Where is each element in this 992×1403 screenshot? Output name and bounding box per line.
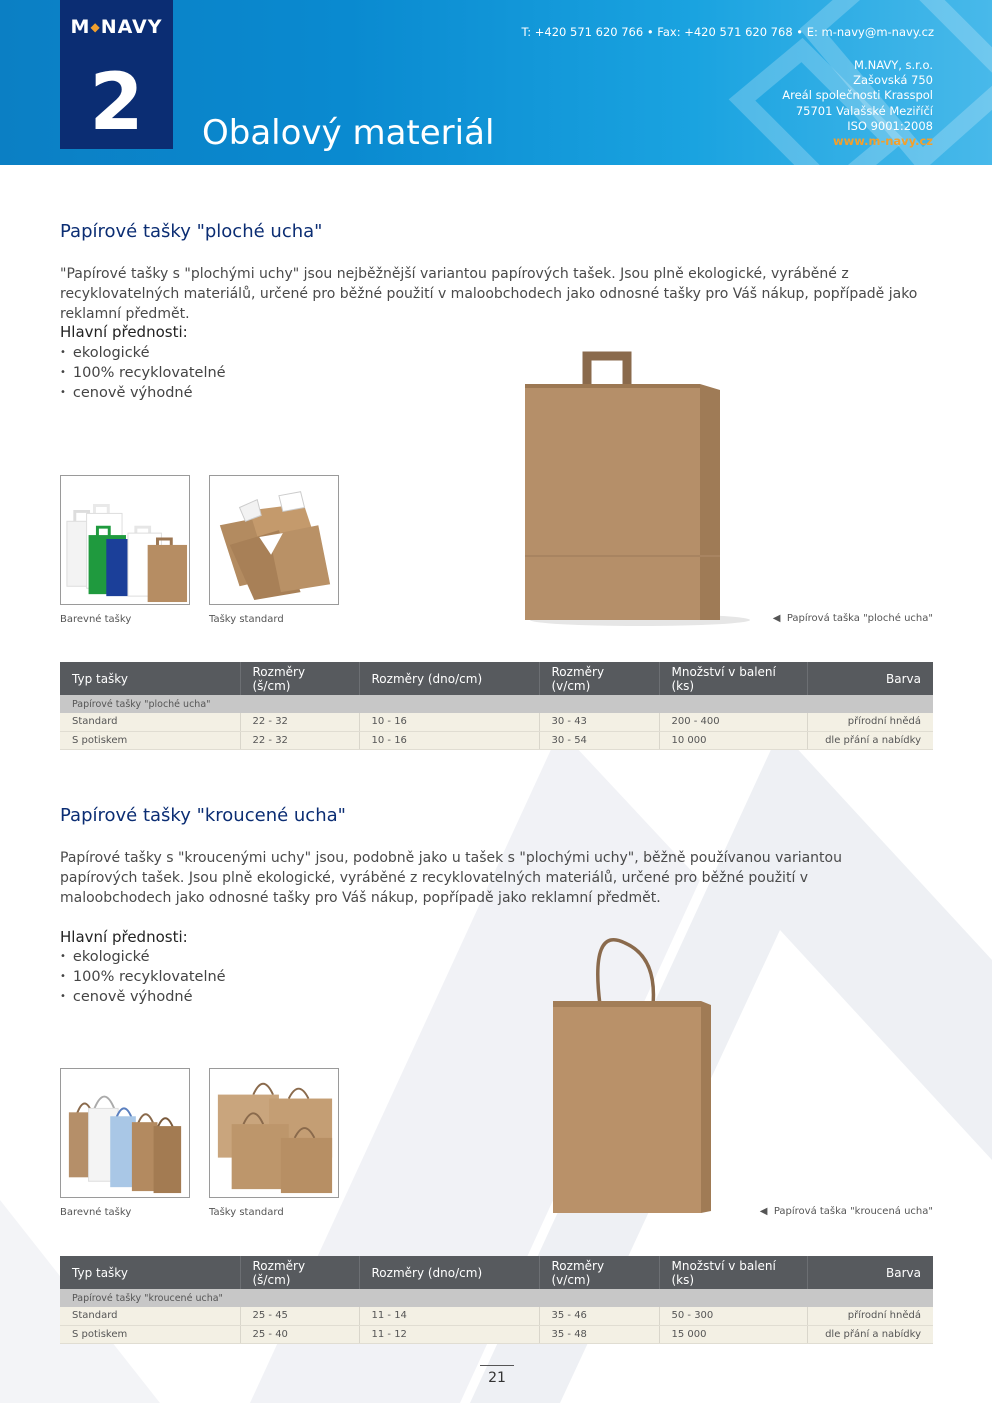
table-cell: dle přání a nabídky xyxy=(807,731,933,749)
table-cell: 30 - 43 xyxy=(539,713,659,731)
main-caption-text: Papírová taška "ploché ucha" xyxy=(786,613,933,624)
column-header: Rozměry (dno/cm) xyxy=(359,1256,539,1289)
table-cell: 10 - 16 xyxy=(359,731,539,749)
standard-bags-image xyxy=(210,1069,338,1197)
advantages-title: Hlavní přednosti: xyxy=(60,928,188,946)
thumbnail-caption: Tašky standard xyxy=(209,1207,284,1218)
twisted-handle-bag-image xyxy=(545,935,725,1220)
address-line: Zašovská 750 xyxy=(853,73,933,88)
table-cell: 15 000 xyxy=(659,1325,807,1343)
column-header: Rozměry (š/cm) xyxy=(240,662,359,695)
table-header-row xyxy=(60,662,933,695)
flat-handle-bag-image xyxy=(515,350,755,630)
table-cell: přírodní hnědá xyxy=(807,1307,933,1325)
section-intro: "Papírové tašky s "plochými uchy" jsou nejběžnější variantou papírových tašek. Jsou plně ekologické, vyráběné z recyklovatelných materiálů, určené pro běžné použití v maloobchodech jako odnosné tašky pro Váš nákup, popřípadě jako reklamní předmět. xyxy=(60,266,918,322)
main-caption-text: Papírová taška "kroucená ucha" xyxy=(773,1206,933,1217)
table-cell: 11 - 14 xyxy=(359,1307,539,1325)
table-row xyxy=(60,713,933,731)
table-cell: přírodní hnědá xyxy=(807,713,933,731)
table-cell: 25 - 40 xyxy=(240,1325,359,1343)
page-title: Obalový materiál xyxy=(202,113,495,153)
section-intro: Papírové tašky s "kroucenými uchy" jsou, podobně jako u tašek s "plochými uchy", běžně používanou variantou papírových tašek. Jsou plně ekologické, vyráběné z recyklovatelných materiálů, určené pro běžné použití v maloobchodech jako odnosné tašky pro Váš nákup, popřípadě jako reklamní předmět. xyxy=(60,850,842,906)
thumbnail-caption: Barevné tašky xyxy=(60,614,132,625)
chapter-number: 2 xyxy=(89,58,144,148)
table-cell: S potiskem xyxy=(60,1325,240,1343)
section-title-flat-handles: Papírové tašky "ploché ucha" xyxy=(60,221,323,242)
advantage-item: • cenově výhodné xyxy=(60,987,226,1007)
table-header-row xyxy=(60,1256,933,1289)
table-cell: dle přání a nabídky xyxy=(807,1325,933,1343)
standard-bags-image xyxy=(210,476,338,604)
thumbnail-standard-bags[interactable] xyxy=(209,1068,339,1198)
column-header: Rozměry (v/cm) xyxy=(539,1256,659,1289)
advantage-item: • cenově výhodné xyxy=(60,383,226,403)
table-cell: 10 - 16 xyxy=(359,713,539,731)
advantage-item: • 100% recyklovatelné xyxy=(60,967,226,987)
column-header: Rozměry (dno/cm) xyxy=(359,662,539,695)
column-header: Množství v balení (ks) xyxy=(659,1256,807,1289)
table-row xyxy=(60,1325,933,1343)
table-cell: 35 - 48 xyxy=(539,1325,659,1343)
specs-table-flat-handles xyxy=(60,662,933,750)
thumbnail-colored-bags[interactable] xyxy=(60,1068,190,1198)
thumbnail-colored-bags[interactable] xyxy=(60,475,190,605)
column-header: Množství v balení (ks) xyxy=(659,662,807,695)
table-group-row xyxy=(60,1289,933,1307)
section-title-twisted-handles: Papírové tašky "kroucené ucha" xyxy=(60,805,346,826)
table-cell: 50 - 300 xyxy=(659,1307,807,1325)
table-cell: 22 - 32 xyxy=(240,731,359,749)
table-cell: 35 - 46 xyxy=(539,1307,659,1325)
table-cell: Standard xyxy=(60,713,240,731)
group-label: Papírové tašky "ploché ucha" xyxy=(60,695,933,713)
thumbnail-standard-bags[interactable] xyxy=(209,475,339,605)
table-row xyxy=(60,1307,933,1325)
table-group-row xyxy=(60,695,933,713)
column-header: Typ tašky xyxy=(60,662,240,695)
thumbnail-caption: Barevné tašky xyxy=(60,1207,132,1218)
address-line: M.NAVY, s.r.o. xyxy=(854,58,933,72)
table-cell: 30 - 54 xyxy=(539,731,659,749)
colored-bags-image xyxy=(61,476,189,604)
advantages-list xyxy=(60,343,226,403)
thumbnail-caption: Tašky standard xyxy=(209,614,284,625)
page-number: 21 xyxy=(480,1365,514,1386)
advantage-item: • ekologické xyxy=(60,947,226,967)
column-header: Barva xyxy=(807,1256,933,1289)
colored-bags-image xyxy=(61,1069,189,1197)
website-link[interactable]: www.m-navy.cz xyxy=(832,134,933,149)
column-header: Barva xyxy=(807,662,933,695)
table-cell: 200 - 400 xyxy=(659,713,807,731)
advantages-list xyxy=(60,947,226,1007)
column-header: Rozměry (v/cm) xyxy=(539,662,659,695)
specs-table-twisted-handles xyxy=(60,1256,933,1344)
advantage-item: • 100% recyklovatelné xyxy=(60,363,226,383)
table-row xyxy=(60,731,933,749)
advantage-item: • ekologické xyxy=(60,343,226,363)
table-cell: 22 - 32 xyxy=(240,713,359,731)
table-cell: 11 - 12 xyxy=(359,1325,539,1343)
advantages-title: Hlavní přednosti: xyxy=(60,323,188,341)
company-logo[interactable]: M◆NAVY xyxy=(70,16,163,38)
address-line: Areál společnosti Krasspol xyxy=(782,88,933,103)
group-label: Papírové tašky "kroucené ucha" xyxy=(60,1289,933,1307)
contact-line: T: +420 571 620 766 • Fax: +420 571 620 768 • E: m-navy@m-navy.cz xyxy=(521,25,934,39)
table-cell: 10 000 xyxy=(659,731,807,749)
table-cell: 25 - 45 xyxy=(240,1307,359,1325)
table-cell: S potiskem xyxy=(60,731,240,749)
column-header: Rozměry (š/cm) xyxy=(240,1256,359,1289)
main-image-caption: ◀ Papírová taška "ploché ucha" xyxy=(772,613,933,624)
main-image-caption: ◀ Papírová taška "kroucená ucha" xyxy=(759,1206,933,1217)
column-header: Typ tašky xyxy=(60,1256,240,1289)
address-line: 75701 Valašské Meziříčí xyxy=(795,103,933,118)
table-cell: Standard xyxy=(60,1307,240,1325)
certification: ISO 9001:2008 xyxy=(847,118,933,133)
